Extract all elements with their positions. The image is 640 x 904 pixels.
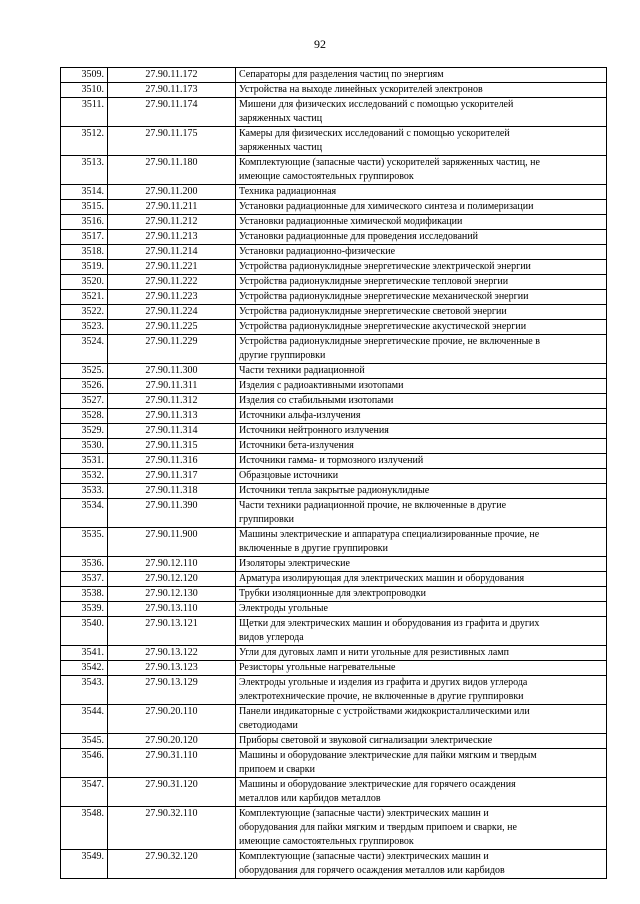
description-line: Камеры для физических исследований с помощью ускорителей xyxy=(239,128,510,139)
okpd-code: 27.90.31.120 xyxy=(108,778,236,807)
description-line: Устройства на выходе линейных ускорителей электронов xyxy=(239,84,483,95)
row-number: 3523. xyxy=(61,320,108,335)
description-line: Машины и оборудование электрические для горячего осаждения xyxy=(239,779,516,790)
table-row xyxy=(61,749,607,778)
item-description xyxy=(236,185,607,200)
item-description xyxy=(236,807,607,850)
row-number: 3545. xyxy=(61,734,108,749)
row-number: 3532. xyxy=(61,469,108,484)
description-line: Трубки изоляционные для электропроводки xyxy=(239,588,426,599)
description-line: Установки радиационные для химического синтеза и полимеризации xyxy=(239,201,534,212)
okpd-code: 27.90.12.130 xyxy=(108,587,236,602)
item-description xyxy=(236,409,607,424)
table-row xyxy=(61,499,607,528)
row-number: 3534. xyxy=(61,499,108,528)
item-description xyxy=(236,424,607,439)
item-description xyxy=(236,705,607,734)
description-line: Техника радиационная xyxy=(239,186,337,197)
item-description xyxy=(236,394,607,409)
okpd-code: 27.90.11.300 xyxy=(108,364,236,379)
description-line: Источники нейтронного излучения xyxy=(239,425,389,436)
okpd-code: 27.90.31.110 xyxy=(108,749,236,778)
table-row xyxy=(61,661,607,676)
description-line: Источники гамма- и тормозного излучений xyxy=(239,455,424,466)
okpd-code: 27.90.11.312 xyxy=(108,394,236,409)
okpd-code: 27.90.11.315 xyxy=(108,439,236,454)
row-number: 3529. xyxy=(61,424,108,439)
table-row xyxy=(61,68,607,83)
okpd-code: 27.90.11.200 xyxy=(108,185,236,200)
description-line: металлов или карбидов металлов xyxy=(239,793,381,804)
row-number: 3520. xyxy=(61,275,108,290)
description-line: Источники альфа-излучения xyxy=(239,410,361,421)
row-number: 3542. xyxy=(61,661,108,676)
description-line: Источники бета-излучения xyxy=(239,440,354,451)
item-description xyxy=(236,305,607,320)
row-number: 3530. xyxy=(61,439,108,454)
table-row xyxy=(61,127,607,156)
okpd-code: 27.90.12.110 xyxy=(108,557,236,572)
okpd-code: 27.90.32.120 xyxy=(108,850,236,879)
table-row xyxy=(61,275,607,290)
table-row xyxy=(61,734,607,749)
table-row xyxy=(61,469,607,484)
okpd-code: 27.90.11.223 xyxy=(108,290,236,305)
item-description xyxy=(236,469,607,484)
item-description xyxy=(236,68,607,83)
table-row xyxy=(61,778,607,807)
table-row xyxy=(61,364,607,379)
row-number: 3536. xyxy=(61,557,108,572)
page-number: 92 xyxy=(314,37,326,51)
table-row xyxy=(61,185,607,200)
row-number: 3547. xyxy=(61,778,108,807)
row-number: 3519. xyxy=(61,260,108,275)
table-row xyxy=(61,572,607,587)
table-row xyxy=(61,305,607,320)
okpd-code: 27.90.11.314 xyxy=(108,424,236,439)
item-description xyxy=(236,156,607,185)
item-description xyxy=(236,439,607,454)
item-description xyxy=(236,230,607,245)
item-description xyxy=(236,778,607,807)
item-description xyxy=(236,215,607,230)
description-line: Комплектующие (запасные части) электрических машин и xyxy=(239,808,489,819)
item-description xyxy=(236,557,607,572)
okpd-code: 27.90.20.120 xyxy=(108,734,236,749)
row-number: 3525. xyxy=(61,364,108,379)
description-line: Сепараторы для разделения частиц по энергиям xyxy=(239,69,444,80)
okpd-code: 27.90.11.224 xyxy=(108,305,236,320)
okpd-code: 27.90.11.212 xyxy=(108,215,236,230)
table-row xyxy=(61,335,607,364)
description-line: Изделия со стабильными изотопами xyxy=(239,395,394,406)
item-description xyxy=(236,379,607,394)
row-number: 3518. xyxy=(61,245,108,260)
description-line: Установки радиационно-физические xyxy=(239,246,396,257)
row-number: 3540. xyxy=(61,617,108,646)
table-row xyxy=(61,528,607,557)
table-row xyxy=(61,484,607,499)
table-row xyxy=(61,705,607,734)
table-row xyxy=(61,215,607,230)
table-row xyxy=(61,646,607,661)
description-line: Машины и оборудование электрические для пайки мягким и твердым xyxy=(239,750,537,761)
table-row xyxy=(61,850,607,879)
table-body xyxy=(61,68,607,879)
row-number: 3516. xyxy=(61,215,108,230)
okpd-code: 27.90.11.211 xyxy=(108,200,236,215)
item-description xyxy=(236,275,607,290)
item-description xyxy=(236,364,607,379)
row-number: 3543. xyxy=(61,676,108,705)
item-description xyxy=(236,260,607,275)
item-description xyxy=(236,499,607,528)
table-row xyxy=(61,98,607,127)
table-row xyxy=(61,557,607,572)
table-row xyxy=(61,394,607,409)
description-line: Устройства радионуклидные энергетические прочие, не включенные в xyxy=(239,336,540,347)
description-line: Панели индикаторные с устройствами жидкокристаллическими или xyxy=(239,706,530,717)
table-row xyxy=(61,617,607,646)
okpd-code: 27.90.11.180 xyxy=(108,156,236,185)
row-number: 3527. xyxy=(61,394,108,409)
description-line: электротехнические прочие, не включенные в другие группировки xyxy=(239,691,524,702)
item-description xyxy=(236,617,607,646)
description-line: припоем и сварки xyxy=(239,764,315,775)
okpd-code: 27.90.20.110 xyxy=(108,705,236,734)
okpd-code: 27.90.11.225 xyxy=(108,320,236,335)
description-line: Установки радиационные для проведения исследований xyxy=(239,231,478,242)
row-number: 3514. xyxy=(61,185,108,200)
description-line: Устройства радионуклидные энергетические акустической энергии xyxy=(239,321,527,332)
okpd-code: 27.90.11.317 xyxy=(108,469,236,484)
row-number: 3537. xyxy=(61,572,108,587)
row-number: 3549. xyxy=(61,850,108,879)
description-line: Машины электрические и аппаратура специализированные прочие, не xyxy=(239,529,540,540)
description-line: Электроды угольные и изделия из графита и других видов углерода xyxy=(239,677,528,688)
table-row xyxy=(61,676,607,705)
table-row xyxy=(61,439,607,454)
table-row xyxy=(61,320,607,335)
row-number: 3539. xyxy=(61,602,108,617)
description-line: видов углерода xyxy=(239,632,304,643)
description-line: Части техники радиационной прочие, не включенные в другие xyxy=(239,500,507,511)
okpd-code: 27.90.11.172 xyxy=(108,68,236,83)
item-description xyxy=(236,335,607,364)
row-number: 3513. xyxy=(61,156,108,185)
row-number: 3535. xyxy=(61,528,108,557)
description-line: светодиодами xyxy=(239,720,298,731)
description-line: Приборы световой и звуковой сигнализации электрические xyxy=(239,735,493,746)
okpd-code: 27.90.13.123 xyxy=(108,661,236,676)
item-description xyxy=(236,127,607,156)
item-description xyxy=(236,734,607,749)
description-line: включенные в другие группировки xyxy=(239,543,389,554)
row-number: 3541. xyxy=(61,646,108,661)
row-number: 3526. xyxy=(61,379,108,394)
row-number: 3517. xyxy=(61,230,108,245)
item-description xyxy=(236,646,607,661)
description-line: Изоляторы электрические xyxy=(239,558,350,569)
description-line: Устройства радионуклидные энергетические механической энергии xyxy=(239,291,529,302)
item-description xyxy=(236,661,607,676)
row-number: 3509. xyxy=(61,68,108,83)
okpd-code: 27.90.11.222 xyxy=(108,275,236,290)
table-row xyxy=(61,424,607,439)
okpd-code: 27.90.13.121 xyxy=(108,617,236,646)
table-row xyxy=(61,454,607,469)
row-number: 3521. xyxy=(61,290,108,305)
okpd-code: 27.90.11.174 xyxy=(108,98,236,127)
description-line: Устройства радионуклидные энергетические тепловой энергии xyxy=(239,276,509,287)
okpd-code: 27.90.11.311 xyxy=(108,379,236,394)
item-description xyxy=(236,98,607,127)
description-line: Устройства радионуклидные энергетические электрической энергии xyxy=(239,261,531,272)
okpd-code: 27.90.11.390 xyxy=(108,499,236,528)
description-line: заряженных частиц xyxy=(239,113,323,124)
okpd-code: 27.90.13.110 xyxy=(108,602,236,617)
item-description xyxy=(236,528,607,557)
table-row xyxy=(61,409,607,424)
table-row xyxy=(61,245,607,260)
description-line: имеющие самостоятельных группировок xyxy=(239,836,414,847)
description-line: Комплектующие (запасные части) ускорителей заряженных частиц, не xyxy=(239,157,540,168)
description-line: имеющие самостоятельных группировок xyxy=(239,171,414,182)
row-number: 3515. xyxy=(61,200,108,215)
item-description xyxy=(236,602,607,617)
table-row xyxy=(61,83,607,98)
description-line: Изделия с радиоактивными изотопами xyxy=(239,380,404,391)
okpd-code: 27.90.11.213 xyxy=(108,230,236,245)
item-description xyxy=(236,676,607,705)
description-line: Части техники радиационной xyxy=(239,365,365,376)
table-row xyxy=(61,260,607,275)
item-description xyxy=(236,587,607,602)
table-row xyxy=(61,807,607,850)
description-line: Образцовые источники xyxy=(239,470,339,481)
table-row xyxy=(61,156,607,185)
row-number: 3544. xyxy=(61,705,108,734)
okpd-code: 27.90.11.221 xyxy=(108,260,236,275)
description-line: Источники тепла закрытые радионуклидные xyxy=(239,485,430,496)
description-line: Устройства радионуклидные энергетические световой энергии xyxy=(239,306,507,317)
okpd-code: 27.90.13.122 xyxy=(108,646,236,661)
description-line: Арматура изолирующая для электрических машин и оборудования xyxy=(239,573,525,584)
table-row xyxy=(61,290,607,305)
table-row xyxy=(61,200,607,215)
table-row xyxy=(61,587,607,602)
table-row xyxy=(61,230,607,245)
classification-table xyxy=(60,67,607,879)
description-line: группировки xyxy=(239,514,294,525)
item-description xyxy=(236,83,607,98)
row-number: 3512. xyxy=(61,127,108,156)
row-number: 3528. xyxy=(61,409,108,424)
description-line: Электроды угольные xyxy=(239,603,328,614)
row-number: 3531. xyxy=(61,454,108,469)
item-description xyxy=(236,290,607,305)
description-line: Установки радиационные химической модификации xyxy=(239,216,463,227)
row-number: 3510. xyxy=(61,83,108,98)
item-description xyxy=(236,572,607,587)
item-description xyxy=(236,200,607,215)
description-line: Щетки для электрических машин и оборудования из графита и других xyxy=(239,618,540,629)
description-line: Резисторы угольные нагревательные xyxy=(239,662,396,673)
item-description xyxy=(236,320,607,335)
row-number: 3546. xyxy=(61,749,108,778)
description-line: заряженных частиц xyxy=(239,142,323,153)
okpd-code: 27.90.11.175 xyxy=(108,127,236,156)
item-description xyxy=(236,850,607,879)
okpd-code: 27.90.11.316 xyxy=(108,454,236,469)
okpd-code: 27.90.11.313 xyxy=(108,409,236,424)
okpd-code: 27.90.13.129 xyxy=(108,676,236,705)
row-number: 3548. xyxy=(61,807,108,850)
table-row xyxy=(61,602,607,617)
row-number: 3524. xyxy=(61,335,108,364)
item-description xyxy=(236,484,607,499)
okpd-code: 27.90.11.900 xyxy=(108,528,236,557)
description-line: другие группировки xyxy=(239,350,326,361)
okpd-code: 27.90.32.110 xyxy=(108,807,236,850)
okpd-code: 27.90.11.318 xyxy=(108,484,236,499)
okpd-code: 27.90.12.120 xyxy=(108,572,236,587)
okpd-code: 27.90.11.229 xyxy=(108,335,236,364)
row-number: 3522. xyxy=(61,305,108,320)
row-number: 3511. xyxy=(61,98,108,127)
description-line: оборудования для горячего осаждения металлов или карбидов xyxy=(239,865,505,876)
item-description xyxy=(236,749,607,778)
description-line: Комплектующие (запасные части) электрических машин и xyxy=(239,851,489,862)
okpd-code: 27.90.11.214 xyxy=(108,245,236,260)
item-description xyxy=(236,245,607,260)
table-row xyxy=(61,379,607,394)
item-description xyxy=(236,454,607,469)
okpd-code: 27.90.11.173 xyxy=(108,83,236,98)
description-line: Угли для дуговых ламп и нити угольные для резистивных ламп xyxy=(239,647,509,658)
description-line: Мишени для физических исследований с помощью ускорителей xyxy=(239,99,514,110)
description-line: оборудования для пайки мягким и твердым припоем и сварки, не xyxy=(239,822,517,833)
row-number: 3538. xyxy=(61,587,108,602)
row-number: 3533. xyxy=(61,484,108,499)
